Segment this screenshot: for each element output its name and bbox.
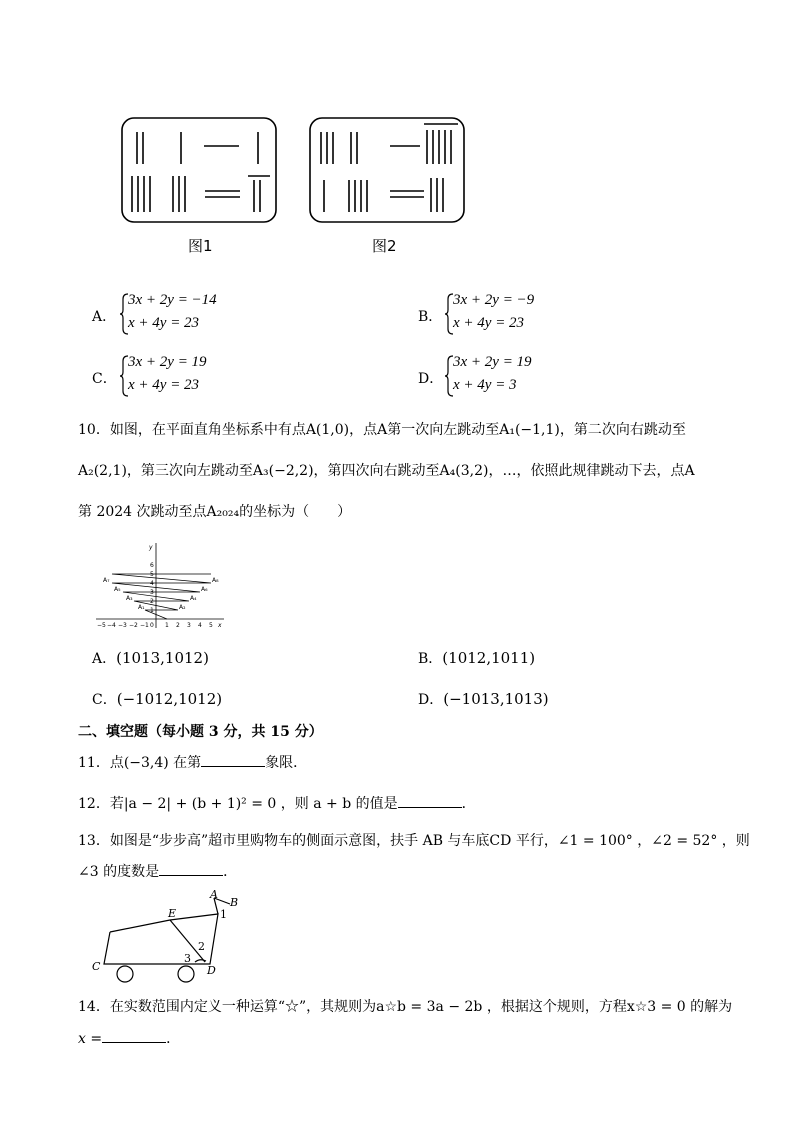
equation-1: 3x + 2y = 19 <box>128 354 207 370</box>
q10-text-line-3: 第 2024 次跳动至点A₂₀₂₄的坐标为（ ） <box>78 504 352 520</box>
option-value: (−1012,1012) <box>116 690 223 708</box>
option-label: B． <box>418 309 443 325</box>
point-label: A₄ <box>190 595 197 602</box>
q14-text-end: ． <box>166 1031 181 1047</box>
point-label: A₈ <box>212 577 219 584</box>
label-d: D <box>207 964 216 977</box>
option-label: A． <box>92 651 117 667</box>
q12-answer-blank[interactable] <box>398 793 462 808</box>
option-value: (−1013,1013) <box>443 690 549 708</box>
section-2-heading: 二、填空题（每小题 3 分，共 15 分） <box>78 724 323 740</box>
shopping-cart-diagram <box>90 888 250 988</box>
option-label: D． <box>418 692 444 708</box>
x-tick: 1 <box>165 622 169 629</box>
option-label: D． <box>418 371 444 387</box>
label-1: 1 <box>220 908 227 921</box>
q10-option-d[interactable] <box>418 689 549 710</box>
q11-text: 11．点(−3,4) 在第 <box>78 755 202 771</box>
x-tick: −2 <box>129 622 138 629</box>
q13-line-2 <box>78 861 237 882</box>
point-label: A₂ <box>179 604 186 611</box>
x-tick: −1 <box>140 622 149 629</box>
q11-text-end: 象限． <box>265 755 308 771</box>
label-b: B <box>230 896 239 909</box>
wheel-left <box>117 966 133 982</box>
q12-text-end: ． <box>461 796 476 812</box>
figure-2-caption: 图2 <box>372 237 397 255</box>
q14-text: x = <box>78 1031 103 1047</box>
label-3: 3 <box>184 952 191 965</box>
label-a: A <box>210 888 218 901</box>
option-label: C． <box>92 371 117 387</box>
y-tick: 6 <box>150 562 154 569</box>
y-tick: 3 <box>150 589 154 596</box>
point-label: A₅ <box>114 586 121 593</box>
option-value: (1012,1011) <box>442 649 536 667</box>
x-tick: 2 <box>176 622 180 629</box>
q11-answer-blank[interactable] <box>201 752 265 767</box>
label-e: E <box>168 907 177 920</box>
option-label: A． <box>92 309 117 325</box>
q10-text-line-1: 10．如图，在平面直角坐标系中有点A(1,0)，点A第一次向左跳动至A₁(−1,1)，第二次向右跳动至 <box>78 422 686 438</box>
option-label: B． <box>418 651 443 667</box>
option-label: C． <box>92 692 117 708</box>
x-tick: 3 <box>187 622 191 629</box>
y-tick: 2 <box>150 598 154 605</box>
label-2: 2 <box>198 940 205 953</box>
q12 <box>78 793 476 814</box>
x-axis-label: x <box>218 622 222 629</box>
label-c: C <box>92 960 101 973</box>
point-label: A₇ <box>103 577 110 584</box>
q10-coordinate-graph <box>92 540 228 630</box>
equation-2: x + 4y = 23 <box>453 315 525 331</box>
x-tick: −3 <box>118 622 127 629</box>
equation-2: x + 4y = 23 <box>128 315 200 331</box>
q10-option-c[interactable] <box>92 689 222 710</box>
wheel-right <box>178 966 194 982</box>
q14-line-2 <box>78 1028 180 1049</box>
q13-text-line-1: 13．如图是“步步高”超市里购物车的侧面示意图，扶手 AB 与车底CD 平行，∠1 = 100° ，∠2 = 52° ，则 <box>78 833 750 849</box>
equation-1: 3x + 2y = 19 <box>453 354 532 370</box>
point-label: A₃ <box>126 595 133 602</box>
equation-1: 3x + 2y = −9 <box>453 292 535 308</box>
x-tick: −5 <box>97 622 106 629</box>
equation-1: 3x + 2y = −14 <box>128 292 217 308</box>
x-tick: 4 <box>198 622 202 629</box>
q13-answer-blank[interactable] <box>159 861 223 876</box>
q14-answer-blank[interactable] <box>102 1028 166 1043</box>
y-tick: 5 <box>150 571 154 578</box>
q10-option-b[interactable] <box>418 648 535 669</box>
q12-text: 12．若|a − 2| + (b + 1)² = 0 ，则 a + b 的值是 <box>78 796 398 812</box>
q11 <box>78 752 307 773</box>
q14-text-line-1: 14．在实数范围内定义一种运算“☆”，其规则为a☆b = 3a − 2b ，根据这个规则，方程x☆3 = 0 的解为 <box>78 999 733 1015</box>
equation-2: x + 4y = 3 <box>453 377 517 393</box>
q10-text-line-2: A₂(2,1)，第三次向左跳动至A₃(−2,2)，第四次向右跳动至A₄(3,2)，…，依照此规律跳动下去，点A <box>78 463 695 479</box>
figure-1-panel <box>122 118 276 222</box>
q13-text: ∠3 的度数是 <box>78 864 160 880</box>
x-tick: 5 <box>209 622 213 629</box>
x-tick: 0 <box>150 622 154 629</box>
equation-2: x + 4y = 23 <box>128 377 200 393</box>
q10-option-a[interactable] <box>92 648 209 669</box>
option-value: (1013,1012) <box>116 649 209 667</box>
point-label: A₆ <box>201 586 208 593</box>
y-tick: 1 <box>150 607 154 614</box>
y-axis-label: y <box>149 544 153 551</box>
y-tick: 4 <box>150 580 154 587</box>
x-tick: −4 <box>107 622 116 629</box>
figure-1-caption: 图1 <box>188 237 213 255</box>
point-label: A₁ <box>138 604 145 611</box>
q13-text-end: ． <box>223 864 238 880</box>
counting-rod-figures <box>118 114 468 226</box>
